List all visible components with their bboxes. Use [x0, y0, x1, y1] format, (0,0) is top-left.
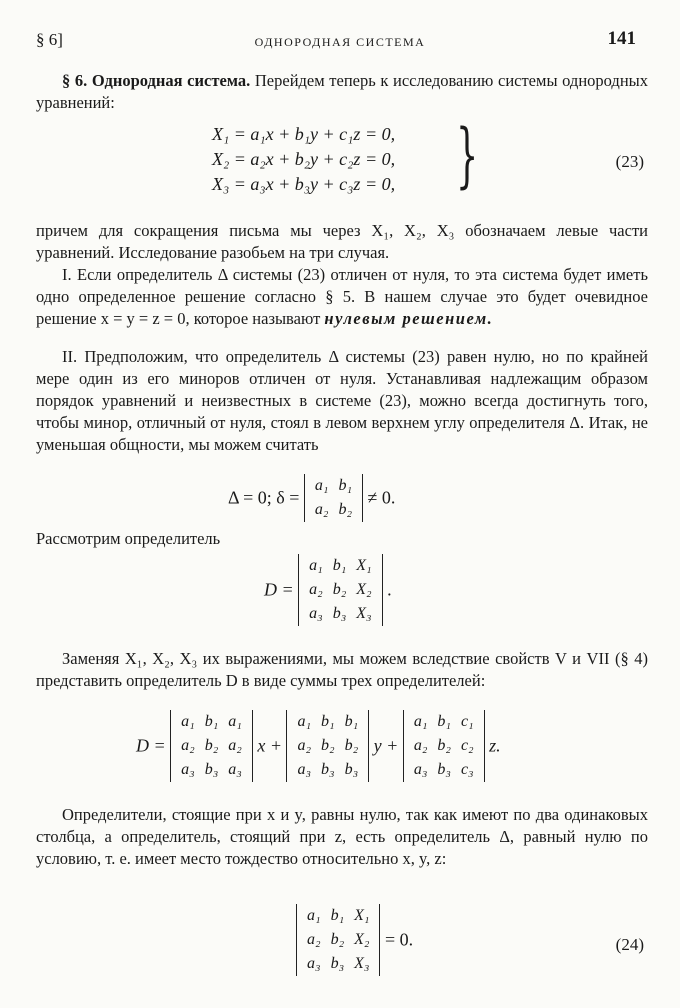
- sum-lhs: D =: [136, 735, 166, 756]
- paragraph-case-2: II. Предположим, что определитель Δ системы (23) равен нулю, но по крайней мере один из его миноров отличен от нуля. Устанавливая надлежащим образом порядок уравнений и неизвестных в системе (23), можно всегда достигнуть того, чтобы минор, отличный от нуля, стоял в левом верхнем углу определителя Δ. Итак, не уменьшая общности, мы можем считать: [36, 347, 648, 454]
- paragraph-abbreviation: причем для сокращения письма мы через X₁, X₂, X₃ обозначаем левые части уравнений. Исследование разобьем на три случая.: [36, 221, 648, 262]
- sum-y: y +: [373, 735, 399, 756]
- det-x: a₁ b₁ a₁ a₂ b₂ a₂ a₃ b₃ a₃: [170, 710, 253, 782]
- det-D-lhs: D =: [264, 579, 294, 600]
- equation-number-23: (23): [615, 152, 644, 171]
- determinant-sum: [136, 710, 501, 782]
- paragraph-conclusion: Определители, стоящие при x и y, равны нулю, так как имеют по два одинаковых столбца, а определитель, стоящий при z, есть определитель Δ, равный нулю по условию, т. е. имеет место тождество относительно x, y, z:: [36, 805, 648, 868]
- determinant-D: D = a₁ b₁ X₁ a₂ b₂ X₂ a₃ b₃ X₃ .: [264, 554, 392, 626]
- det-z: a₁ b₁ c₁ a₂ b₂ c₂ a₃ b₃ c₃: [403, 710, 485, 782]
- paragraph-replace: Заменяя X₁, X₂, X₃ их выражениями, мы можем вследствие свойств V и VII (§ 4) представить определитель D в виде суммы трех определителей:: [36, 649, 648, 690]
- right-brace: }: [456, 114, 479, 196]
- section-intro: [36, 70, 648, 114]
- header-title: ОДНОРОДНАЯ СИСТЕМА: [254, 35, 426, 49]
- paragraph-case-1: [36, 264, 648, 330]
- equation-number-24: (24): [615, 935, 644, 954]
- term-null-solution: нулевым решением.: [324, 309, 494, 328]
- intro-text: Перейдем теперь к исследованию системы однородных уравнений:: [36, 71, 648, 112]
- condition-left: Δ = 0; δ =: [228, 487, 300, 508]
- equation-1: X₁ = a₁x + b₁y + c₁z = 0,: [212, 124, 396, 144]
- condition-right: ≠ 0.: [367, 487, 396, 508]
- minor-determinant: a₁ b₁ a₂ b₂: [304, 474, 363, 522]
- consider-text: Рассмотрим определитель: [36, 529, 221, 548]
- case-1-text: I. Если определитель Δ системы (23) отличен от нуля, то эта система будет иметь одно определенное решение согласно § 5. В нашем случае это будет очевидное решение x = y = z = 0, которое называют: [36, 265, 648, 328]
- header-section: § 6]: [36, 30, 63, 49]
- det-identity: a₁ b₁ X₁ a₂ b₂ X₂ a₃ b₃ X₃: [296, 904, 380, 976]
- det-y: a₁ b₁ b₁ a₂ b₂ b₂ a₃ b₃ b₃: [286, 710, 369, 782]
- identity-24: [296, 904, 413, 976]
- identity-rhs: = 0.: [384, 929, 414, 950]
- sum-x: x +: [257, 735, 282, 756]
- section-title: § 6. Однородная система.: [62, 71, 251, 90]
- condition-formula: [228, 474, 395, 522]
- page-number: 141: [607, 28, 636, 49]
- equation-3: X₃ = a₃x + b₃y + c₃z = 0,: [212, 174, 396, 194]
- equation-2: X₂ = a₂x + b₂y + c₂z = 0,: [212, 149, 396, 169]
- sum-z: z.: [489, 735, 501, 756]
- det-D-matrix: a₁ b₁ X₁ a₂ b₂ X₂ a₃ b₃ X₃: [298, 554, 382, 626]
